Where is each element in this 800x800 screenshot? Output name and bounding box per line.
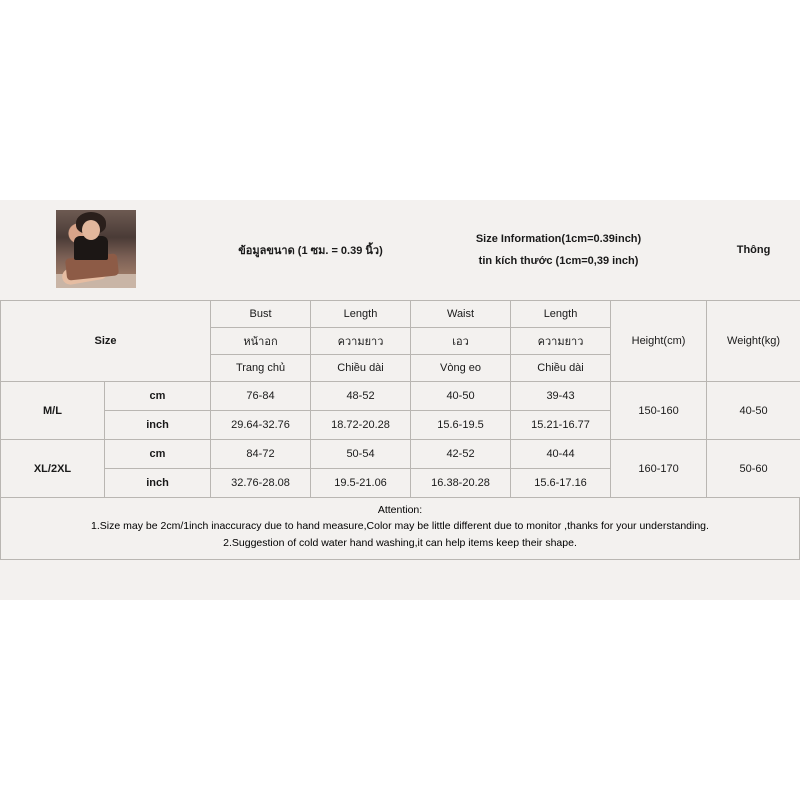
- cell-xl-cm-length2: 40-44: [511, 440, 611, 469]
- row-xl-unit-inch: inch: [105, 469, 211, 498]
- cell-ml-inch-bust: 29.64-32.76: [211, 411, 311, 440]
- col-header-length2-en: Length: [511, 301, 611, 328]
- size-information-en: Size Information(1cm=0.39inch): [475, 233, 642, 245]
- cell-ml-inch-length1: 18.72-20.28: [311, 411, 411, 440]
- col-header-length1-en: Length: [311, 301, 411, 328]
- cell-ml-inch-length2: 15.21-16.77: [511, 411, 611, 440]
- col-header-length1-vi: Chiều dài: [311, 355, 411, 382]
- cell-ml-cm-bust: 76-84: [211, 382, 311, 411]
- attention-line-2: 2.Suggestion of cold water hand washing,it can help items keep their shape.: [223, 536, 577, 549]
- row-size-ml: M/L: [1, 382, 105, 440]
- size-information-vi: tin kích thước (1cm=0,39 inch): [478, 255, 639, 267]
- cell-xl-inch-length2: 15.6-17.16: [511, 469, 611, 498]
- col-header-length1-th: ความยาว: [311, 328, 411, 355]
- row-ml-unit-inch: inch: [105, 411, 211, 440]
- col-header-waist-vi: Vòng eo: [411, 355, 511, 382]
- row-xl-unit-cm: cm: [105, 440, 211, 469]
- header-band-row: [1, 200, 800, 301]
- cell-ml-weight: 40-50: [707, 382, 800, 440]
- cell-xl-inch-waist: 16.38-20.28: [411, 469, 511, 498]
- size-information-block: [411, 200, 707, 301]
- cell-xl-height: 160-170: [611, 440, 707, 498]
- table-row: [1, 382, 800, 411]
- col-header-bust-vi: Trang chủ: [211, 355, 311, 382]
- cell-xl-cm-bust: 84-72: [211, 440, 311, 469]
- size-chart-sheet: [0, 200, 800, 600]
- col-header-bust-th: หน้าอก: [211, 328, 311, 355]
- col-header-length2-vi: Chiều dài: [511, 355, 611, 382]
- cell-xl-weight: 50-60: [707, 440, 800, 498]
- product-photo-cell: [1, 200, 211, 301]
- attention-title: Attention:: [377, 504, 423, 516]
- attention-line-1: 1.Size may be 2cm/1inch inaccuracy due to hand measure,Color may be little different due to monitor ,thanks for your understanding.: [91, 520, 709, 533]
- product-photo: [56, 210, 136, 288]
- col-header-weight: Weight(kg): [707, 301, 800, 382]
- cell-xl-inch-bust: 32.76-28.08: [211, 469, 311, 498]
- row-ml-unit-cm: cm: [105, 382, 211, 411]
- cell-xl-cm-length1: 50-54: [311, 440, 411, 469]
- col-header-height: Height(cm): [611, 301, 707, 382]
- col-header-waist-th: เอว: [411, 328, 511, 355]
- thai-size-info-label: ข้อมูลขนาด (1 ซม. = 0.39 นิ้ว): [211, 200, 411, 301]
- cell-xl-inch-length1: 19.5-21.06: [311, 469, 411, 498]
- column-header-row-en: [1, 301, 800, 328]
- table-row: [1, 440, 800, 469]
- row-size-xl2xl: XL/2XL: [1, 440, 105, 498]
- cell-xl-cm-waist: 42-52: [411, 440, 511, 469]
- col-header-length2-th: ความยาว: [511, 328, 611, 355]
- cell-ml-cm-length2: 39-43: [511, 382, 611, 411]
- col-header-bust-en: Bust: [211, 301, 311, 328]
- cell-ml-cm-length1: 48-52: [311, 382, 411, 411]
- cell-ml-inch-waist: 15.6-19.5: [411, 411, 511, 440]
- size-chart-table: [0, 200, 800, 498]
- attention-block: [0, 498, 800, 560]
- cell-ml-cm-waist: 40-50: [411, 382, 511, 411]
- size-column-title: Size: [1, 301, 211, 382]
- col-header-waist-en: Waist: [411, 301, 511, 328]
- cell-ml-height: 150-160: [611, 382, 707, 440]
- thong-label: Thông: [707, 200, 800, 301]
